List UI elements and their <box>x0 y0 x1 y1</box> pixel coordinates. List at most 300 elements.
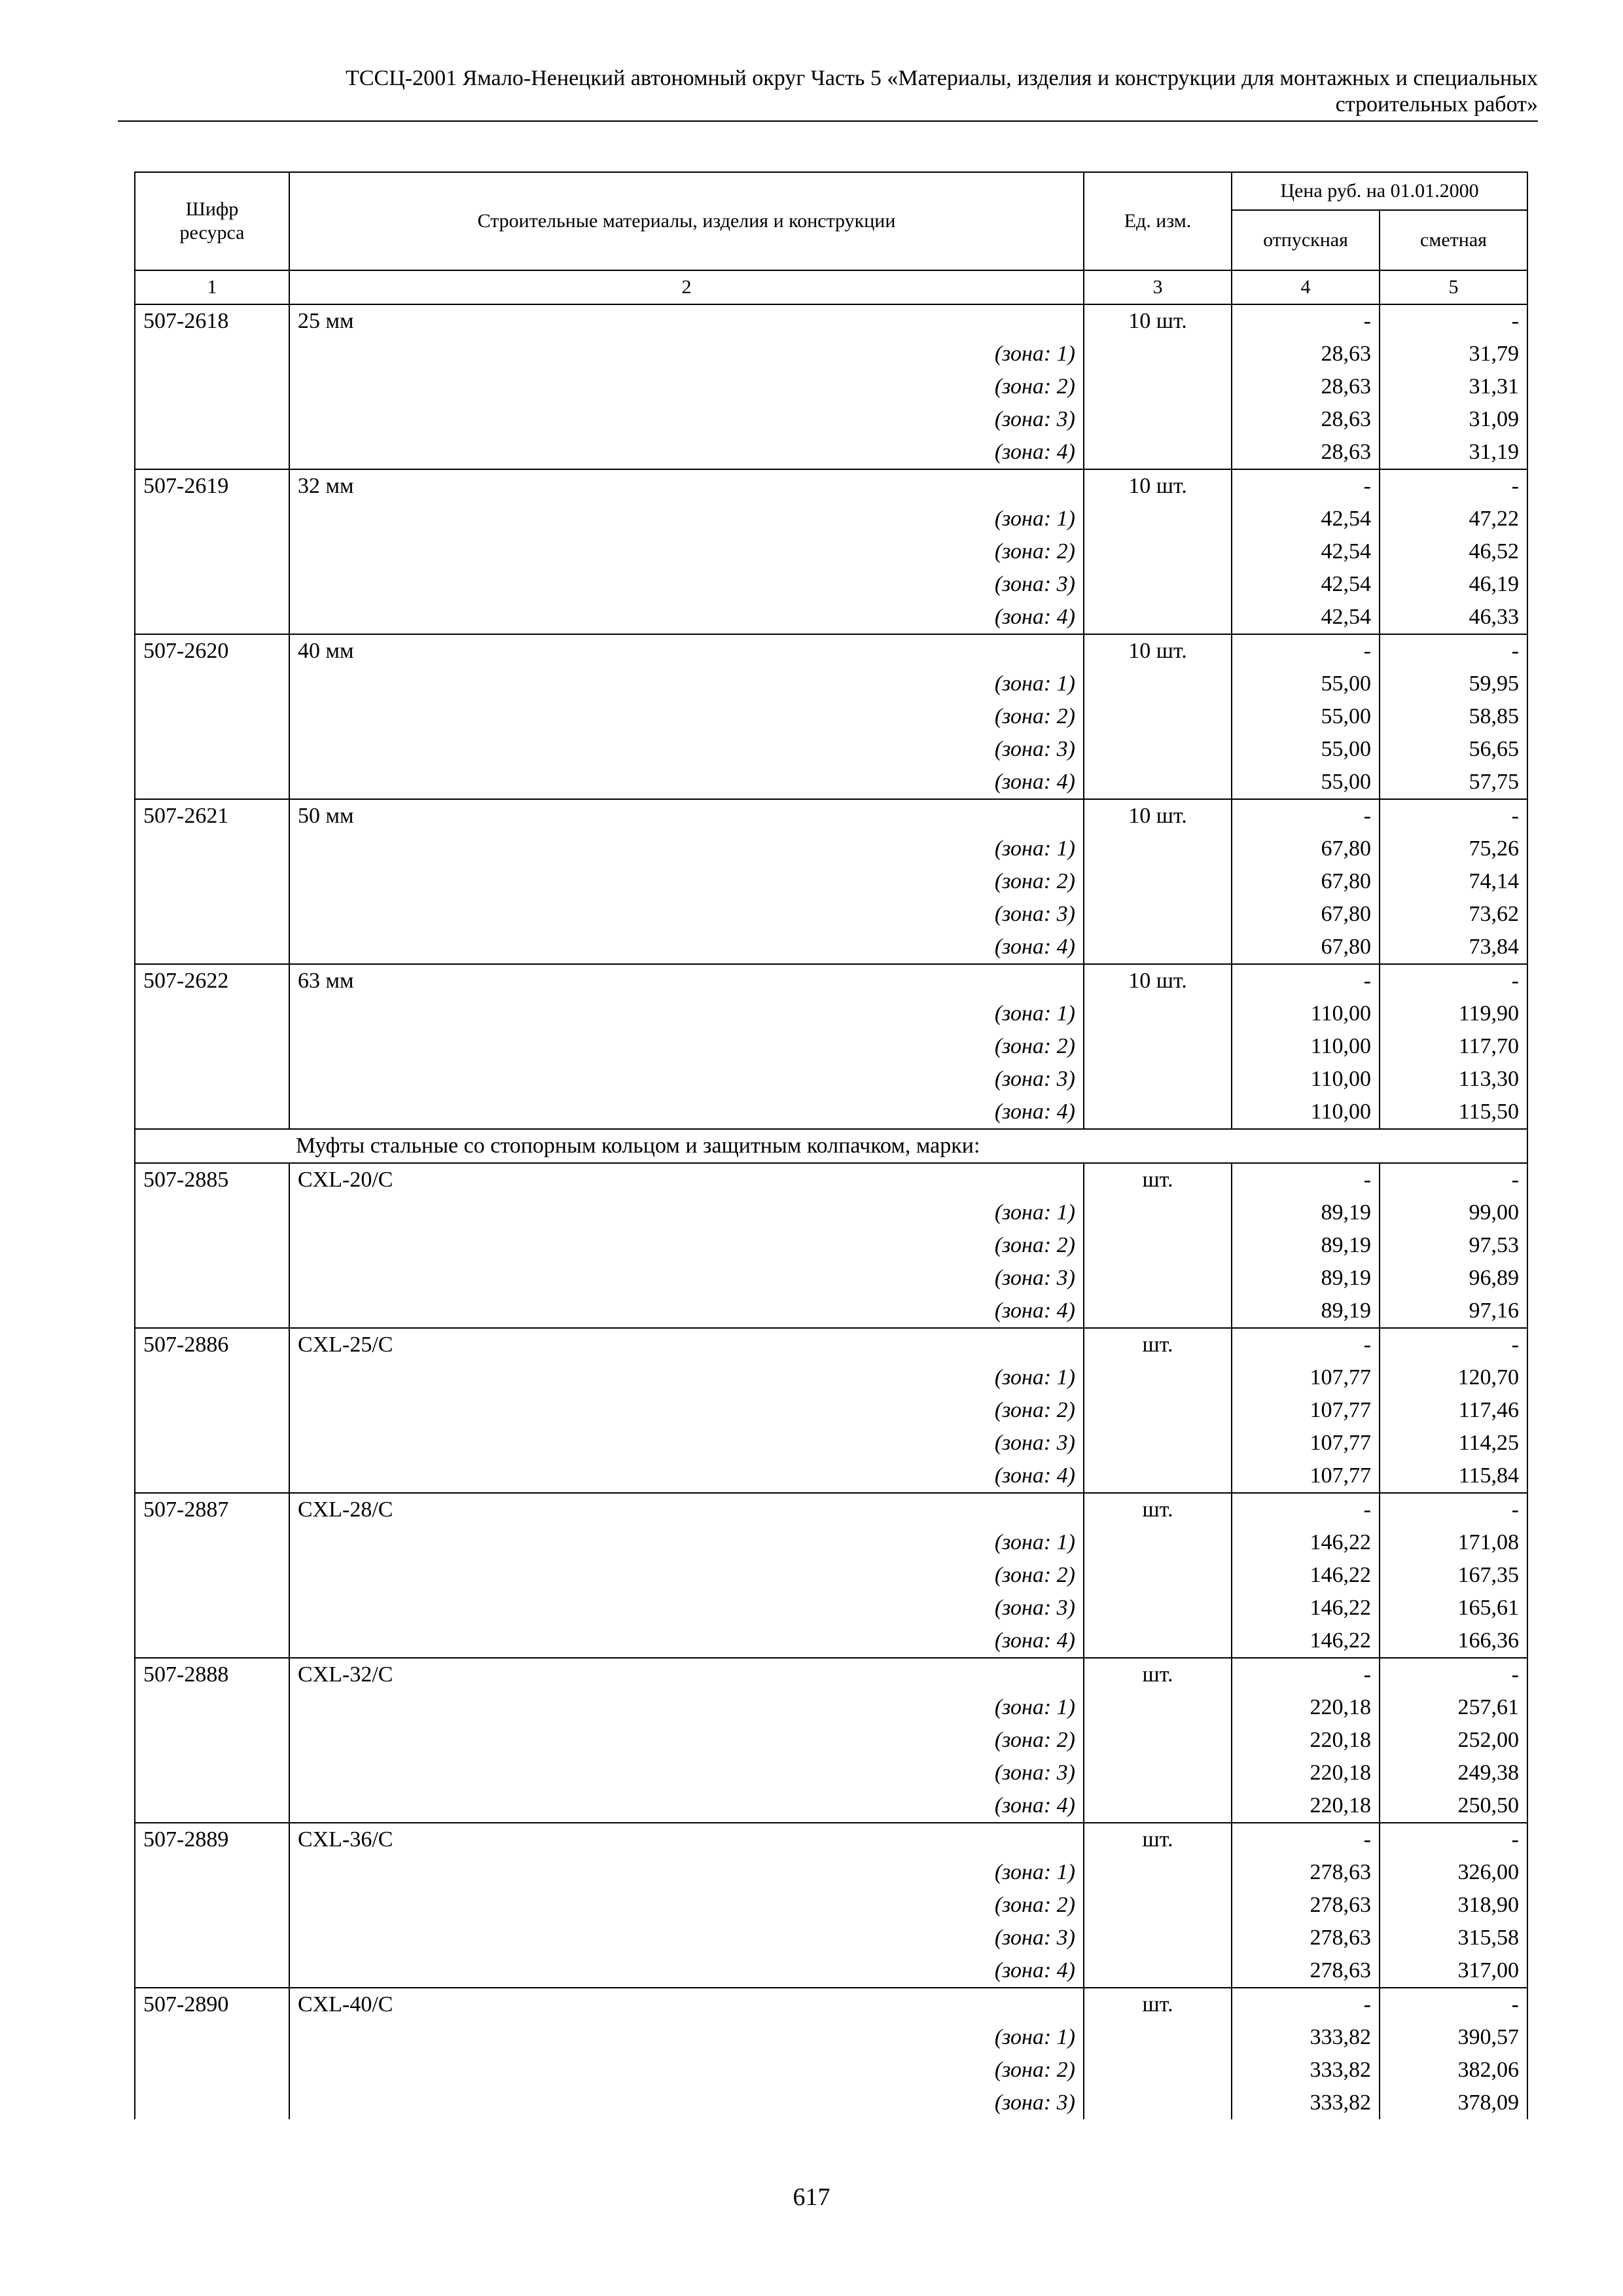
zone-row <box>135 1427 1527 1460</box>
estimate-price: - <box>1380 964 1527 997</box>
resource-unit: шт. <box>1084 1493 1232 1526</box>
zone-code-cell <box>135 1063 289 1096</box>
zone-unit-cell <box>1084 1624 1232 1658</box>
zone-release-price: 89,19 <box>1232 1262 1380 1295</box>
zone-code-cell <box>135 1559 289 1592</box>
zone-unit-cell <box>1084 865 1232 898</box>
zone-code-cell <box>135 865 289 898</box>
zone-code-cell <box>135 403 289 436</box>
estimate-price: - <box>1380 1823 1527 1856</box>
estimate-price: - <box>1380 1493 1527 1526</box>
zone-label: (зона: 4) <box>289 766 1084 799</box>
zone-label: (зона: 4) <box>289 1295 1084 1328</box>
zone-row <box>135 1460 1527 1493</box>
zone-unit-cell <box>1084 436 1232 469</box>
zone-row <box>135 338 1527 370</box>
zone-estimate-price: 74,14 <box>1380 865 1527 898</box>
zone-label: (зона: 1) <box>289 1526 1084 1559</box>
zone-unit-cell <box>1084 1063 1232 1096</box>
zone-estimate-price: 120,70 <box>1380 1361 1527 1394</box>
zone-code-cell <box>135 1030 289 1063</box>
zone-release-price: 220,18 <box>1232 1691 1380 1724</box>
estimate-price: - <box>1380 634 1527 668</box>
zone-row <box>135 1559 1527 1592</box>
zone-code-cell <box>135 535 289 568</box>
resource-row <box>135 1493 1527 1526</box>
zone-estimate-price: 257,61 <box>1380 1691 1527 1724</box>
zone-unit-cell <box>1084 1757 1232 1789</box>
zone-code-cell <box>135 1460 289 1493</box>
zone-estimate-price: 56,65 <box>1380 733 1527 766</box>
zone-code-cell <box>135 997 289 1030</box>
zone-estimate-price: 117,46 <box>1380 1394 1527 1427</box>
zone-row <box>135 1592 1527 1624</box>
zone-code-cell <box>135 503 289 535</box>
resource-unit: шт. <box>1084 1823 1232 1856</box>
zone-label: (зона: 2) <box>289 865 1084 898</box>
zone-row <box>135 1856 1527 1889</box>
zone-label: (зона: 1) <box>289 503 1084 535</box>
header-line-2: строительных работ» <box>1335 92 1538 117</box>
zone-unit-cell <box>1084 2021 1232 2054</box>
resource-row <box>135 304 1527 338</box>
zone-code-cell <box>135 1889 289 1922</box>
zone-estimate-price: 113,30 <box>1380 1063 1527 1096</box>
zone-code-cell <box>135 338 289 370</box>
zone-estimate-price: 114,25 <box>1380 1427 1527 1460</box>
zone-estimate-price: 97,53 <box>1380 1229 1527 1262</box>
zone-label: (зона: 2) <box>289 1889 1084 1922</box>
zone-estimate-price: 73,84 <box>1380 931 1527 964</box>
zone-code-cell <box>135 1954 289 1988</box>
zone-unit-cell <box>1084 1460 1232 1493</box>
release-price: - <box>1232 799 1380 833</box>
zone-estimate-price: 250,50 <box>1380 1789 1527 1823</box>
zone-estimate-price: 315,58 <box>1380 1922 1527 1954</box>
zone-label: (зона: 3) <box>289 733 1084 766</box>
zone-estimate-price: 115,50 <box>1380 1096 1527 1129</box>
zone-unit-cell <box>1084 733 1232 766</box>
release-price: - <box>1232 634 1380 668</box>
zone-estimate-price: 31,31 <box>1380 370 1527 403</box>
zone-unit-cell <box>1084 1229 1232 1262</box>
zone-label: (зона: 3) <box>289 1922 1084 1954</box>
zone-unit-cell <box>1084 997 1232 1030</box>
zone-unit-cell <box>1084 1724 1232 1757</box>
zone-estimate-price: 96,89 <box>1380 1262 1527 1295</box>
document-header <box>118 65 1538 118</box>
resource-name: CXL-32/C <box>289 1658 1084 1691</box>
zone-release-price: 220,18 <box>1232 1757 1380 1789</box>
zone-unit-cell <box>1084 1526 1232 1559</box>
zone-code-cell <box>135 1295 289 1328</box>
zone-release-price: 146,22 <box>1232 1526 1380 1559</box>
zone-row <box>135 931 1527 964</box>
zone-label: (зона: 3) <box>289 898 1084 931</box>
zone-unit-cell <box>1084 668 1232 700</box>
zone-estimate-price: 378,09 <box>1380 2087 1527 2119</box>
zone-unit-cell <box>1084 503 1232 535</box>
zone-code-cell <box>135 1757 289 1789</box>
zone-unit-cell <box>1084 1592 1232 1624</box>
zone-estimate-price: 46,19 <box>1380 568 1527 601</box>
resource-name: 32 мм <box>289 469 1084 503</box>
zone-row <box>135 1096 1527 1129</box>
zone-code-cell <box>135 568 289 601</box>
resource-code: 507-2885 <box>135 1163 289 1196</box>
zone-estimate-price: 317,00 <box>1380 1954 1527 1988</box>
zone-row <box>135 535 1527 568</box>
header-rule <box>118 120 1538 122</box>
resource-unit: шт. <box>1084 1658 1232 1691</box>
zone-row <box>135 668 1527 700</box>
zone-label: (зона: 1) <box>289 668 1084 700</box>
zone-unit-cell <box>1084 1295 1232 1328</box>
resource-code: 507-2622 <box>135 964 289 997</box>
estimate-price: - <box>1380 469 1527 503</box>
zone-unit-cell <box>1084 1196 1232 1229</box>
zone-release-price: 67,80 <box>1232 865 1380 898</box>
zone-estimate-price: 46,33 <box>1380 601 1527 634</box>
resource-row <box>135 1328 1527 1361</box>
zone-code-cell <box>135 766 289 799</box>
zone-unit-cell <box>1084 1691 1232 1724</box>
zone-unit-cell <box>1084 403 1232 436</box>
col-release-header: отпускная <box>1232 210 1380 270</box>
zone-release-price: 107,77 <box>1232 1361 1380 1394</box>
col-number: 2 <box>289 270 1084 304</box>
zone-release-price: 28,63 <box>1232 403 1380 436</box>
zone-label: (зона: 4) <box>289 1789 1084 1823</box>
resource-unit: шт. <box>1084 1988 1232 2021</box>
zone-estimate-price: 119,90 <box>1380 997 1527 1030</box>
resource-name: CXL-28/C <box>289 1493 1084 1526</box>
zone-row <box>135 601 1527 634</box>
zone-code-cell <box>135 370 289 403</box>
zone-label: (зона: 4) <box>289 601 1084 634</box>
zone-estimate-price: 57,75 <box>1380 766 1527 799</box>
zone-label: (зона: 1) <box>289 2021 1084 2054</box>
zone-label: (зона: 3) <box>289 403 1084 436</box>
zone-release-price: 110,00 <box>1232 1096 1380 1129</box>
resource-row <box>135 469 1527 503</box>
zone-release-price: 107,77 <box>1232 1460 1380 1493</box>
col-unit-header: Ед. изм. <box>1084 172 1232 270</box>
zone-row <box>135 1229 1527 1262</box>
zone-code-cell <box>135 2087 289 2119</box>
zone-release-price: 42,54 <box>1232 535 1380 568</box>
resource-row <box>135 799 1527 833</box>
zone-code-cell <box>135 1526 289 1559</box>
zone-row <box>135 503 1527 535</box>
zone-estimate-price: 31,09 <box>1380 403 1527 436</box>
zone-estimate-price: 58,85 <box>1380 700 1527 733</box>
zone-release-price: 28,63 <box>1232 436 1380 469</box>
zone-label: (зона: 1) <box>289 1361 1084 1394</box>
zone-row <box>135 766 1527 799</box>
zone-label: (зона: 4) <box>289 1460 1084 1493</box>
zone-label: (зона: 4) <box>289 1954 1084 1988</box>
release-price: - <box>1232 964 1380 997</box>
page-number: 617 <box>793 2183 830 2211</box>
col-code-header: Шифр ресурса <box>135 172 289 270</box>
zone-label: (зона: 3) <box>289 568 1084 601</box>
resource-code: 507-2889 <box>135 1823 289 1856</box>
resource-row <box>135 964 1527 997</box>
zone-row <box>135 898 1527 931</box>
release-price: - <box>1232 1823 1380 1856</box>
zone-code-cell <box>135 1922 289 1954</box>
estimate-price: - <box>1380 799 1527 833</box>
col-name-header: Строительные материалы, изделия и конструкции <box>289 172 1084 270</box>
zone-release-price: 278,63 <box>1232 1889 1380 1922</box>
zone-row <box>135 2021 1527 2054</box>
zone-code-cell <box>135 1789 289 1823</box>
estimate-price: - <box>1380 1163 1527 1196</box>
zone-code-cell <box>135 1856 289 1889</box>
zone-release-price: 146,22 <box>1232 1592 1380 1624</box>
resource-unit: 10 шт. <box>1084 964 1232 997</box>
header-line-1: ТССЦ-2001 Ямало-Ненецкий автономный округ Часть 5 «Материалы, изделия и конструкции для монтажных и специальных <box>346 66 1538 90</box>
zone-release-price: 89,19 <box>1232 1295 1380 1328</box>
zone-release-price: 110,00 <box>1232 997 1380 1030</box>
resource-code: 507-2886 <box>135 1328 289 1361</box>
zone-unit-cell <box>1084 568 1232 601</box>
zone-release-price: 278,63 <box>1232 1856 1380 1889</box>
zone-code-cell <box>135 1427 289 1460</box>
zone-code-cell <box>135 1262 289 1295</box>
zone-release-price: 55,00 <box>1232 733 1380 766</box>
zone-label: (зона: 1) <box>289 1196 1084 1229</box>
section-row <box>135 1129 1527 1163</box>
zone-row <box>135 733 1527 766</box>
zone-label: (зона: 3) <box>289 1757 1084 1789</box>
zone-estimate-price: 31,19 <box>1380 436 1527 469</box>
resource-name: 25 мм <box>289 304 1084 338</box>
resource-code: 507-2890 <box>135 1988 289 2021</box>
estimate-price: - <box>1380 304 1527 338</box>
resource-unit: 10 шт. <box>1084 304 1232 338</box>
zone-code-cell <box>135 1361 289 1394</box>
zone-row <box>135 1691 1527 1724</box>
zone-code-cell <box>135 668 289 700</box>
zone-release-price: 89,19 <box>1232 1196 1380 1229</box>
resource-row <box>135 1823 1527 1856</box>
resource-unit: 10 шт. <box>1084 634 1232 668</box>
zone-release-price: 89,19 <box>1232 1229 1380 1262</box>
resource-code: 507-2618 <box>135 304 289 338</box>
zone-estimate-price: 73,62 <box>1380 898 1527 931</box>
zone-estimate-price: 326,00 <box>1380 1856 1527 1889</box>
zone-label: (зона: 4) <box>289 436 1084 469</box>
zone-code-cell <box>135 2021 289 2054</box>
zone-row <box>135 1394 1527 1427</box>
zone-code-cell <box>135 931 289 964</box>
zone-row <box>135 997 1527 1030</box>
zone-estimate-price: 117,70 <box>1380 1030 1527 1063</box>
resource-code: 507-2620 <box>135 634 289 668</box>
zone-row <box>135 1063 1527 1096</box>
resource-code: 507-2887 <box>135 1493 289 1526</box>
zone-estimate-price: 165,61 <box>1380 1592 1527 1624</box>
zone-unit-cell <box>1084 338 1232 370</box>
zone-estimate-price: 171,08 <box>1380 1526 1527 1559</box>
zone-code-cell <box>135 436 289 469</box>
zone-release-price: 55,00 <box>1232 668 1380 700</box>
resource-row <box>135 1988 1527 2021</box>
resource-code: 507-2888 <box>135 1658 289 1691</box>
zone-unit-cell <box>1084 833 1232 865</box>
zone-unit-cell <box>1084 1889 1232 1922</box>
zone-row <box>135 1624 1527 1658</box>
zone-unit-cell <box>1084 370 1232 403</box>
zone-unit-cell <box>1084 766 1232 799</box>
resource-unit: 10 шт. <box>1084 799 1232 833</box>
zone-row <box>135 1922 1527 1954</box>
zone-estimate-price: 75,26 <box>1380 833 1527 865</box>
zone-release-price: 333,82 <box>1232 2021 1380 2054</box>
zone-label: (зона: 3) <box>289 1262 1084 1295</box>
zone-label: (зона: 3) <box>289 1592 1084 1624</box>
zone-estimate-price: 31,79 <box>1380 338 1527 370</box>
zone-code-cell <box>135 833 289 865</box>
zone-row <box>135 403 1527 436</box>
estimate-price: - <box>1380 1658 1527 1691</box>
resource-name: 40 мм <box>289 634 1084 668</box>
price-table-body <box>135 304 1527 2119</box>
zone-row <box>135 700 1527 733</box>
zone-release-price: 146,22 <box>1232 1624 1380 1658</box>
zone-code-cell <box>135 733 289 766</box>
zone-estimate-price: 249,38 <box>1380 1757 1527 1789</box>
col-number: 3 <box>1084 270 1232 304</box>
zone-unit-cell <box>1084 1262 1232 1295</box>
zone-release-price: 146,22 <box>1232 1559 1380 1592</box>
zone-unit-cell <box>1084 2087 1232 2119</box>
zone-row <box>135 1030 1527 1063</box>
zone-release-price: 333,82 <box>1232 2087 1380 2119</box>
zone-code-cell <box>135 898 289 931</box>
zone-release-price: 55,00 <box>1232 700 1380 733</box>
zone-row <box>135 2087 1527 2119</box>
zone-unit-cell <box>1084 535 1232 568</box>
zone-row <box>135 436 1527 469</box>
zone-unit-cell <box>1084 931 1232 964</box>
zone-release-price: 278,63 <box>1232 1922 1380 1954</box>
zone-label: (зона: 3) <box>289 2087 1084 2119</box>
zone-label: (зона: 1) <box>289 1691 1084 1724</box>
zone-label: (зона: 2) <box>289 700 1084 733</box>
zone-release-price: 220,18 <box>1232 1724 1380 1757</box>
zone-row <box>135 1757 1527 1789</box>
zone-label: (зона: 2) <box>289 1724 1084 1757</box>
zone-row <box>135 1295 1527 1328</box>
zone-label: (зона: 3) <box>289 1063 1084 1096</box>
zone-release-price: 67,80 <box>1232 931 1380 964</box>
zone-release-price: 67,80 <box>1232 898 1380 931</box>
zone-release-price: 55,00 <box>1232 766 1380 799</box>
resource-unit: шт. <box>1084 1328 1232 1361</box>
zone-unit-cell <box>1084 1856 1232 1889</box>
column-number-row <box>135 270 1527 304</box>
zone-label: (зона: 1) <box>289 1856 1084 1889</box>
zone-release-price: 107,77 <box>1232 1427 1380 1460</box>
release-price: - <box>1232 1163 1380 1196</box>
zone-release-price: 107,77 <box>1232 1394 1380 1427</box>
zone-estimate-price: 97,16 <box>1380 1295 1527 1328</box>
zone-row <box>135 1526 1527 1559</box>
col-price-header: Цена руб. на 01.01.2000 <box>1232 172 1527 210</box>
zone-code-cell <box>135 601 289 634</box>
zone-label: (зона: 3) <box>289 1427 1084 1460</box>
zone-release-price: 220,18 <box>1232 1789 1380 1823</box>
zone-row <box>135 1196 1527 1229</box>
release-price: - <box>1232 469 1380 503</box>
zone-estimate-price: 167,35 <box>1380 1559 1527 1592</box>
zone-row <box>135 1262 1527 1295</box>
zone-unit-cell <box>1084 1394 1232 1427</box>
zone-estimate-price: 252,00 <box>1380 1724 1527 1757</box>
zone-code-cell <box>135 1096 289 1129</box>
zone-row <box>135 865 1527 898</box>
zone-unit-cell <box>1084 1030 1232 1063</box>
zone-label: (зона: 4) <box>289 931 1084 964</box>
resource-name: CXL-36/C <box>289 1823 1084 1856</box>
zone-release-price: 110,00 <box>1232 1030 1380 1063</box>
resource-name: CXL-25/C <box>289 1328 1084 1361</box>
zone-label: (зона: 2) <box>289 1559 1084 1592</box>
zone-label: (зона: 2) <box>289 1394 1084 1427</box>
zone-unit-cell <box>1084 1096 1232 1129</box>
zone-row <box>135 370 1527 403</box>
estimate-price: - <box>1380 1328 1527 1361</box>
col-number: 1 <box>135 270 289 304</box>
estimate-price: - <box>1380 1988 1527 2021</box>
zone-code-cell <box>135 1691 289 1724</box>
resource-name: CXL-40/C <box>289 1988 1084 2021</box>
release-price: - <box>1232 1988 1380 2021</box>
zone-estimate-price: 115,84 <box>1380 1460 1527 1493</box>
zone-release-price: 42,54 <box>1232 601 1380 634</box>
zone-row <box>135 1889 1527 1922</box>
col-number: 5 <box>1380 270 1527 304</box>
zone-code-cell <box>135 1592 289 1624</box>
zone-row <box>135 1954 1527 1988</box>
zone-label: (зона: 4) <box>289 1624 1084 1658</box>
zone-estimate-price: 99,00 <box>1380 1196 1527 1229</box>
zone-code-cell <box>135 2054 289 2087</box>
resource-row <box>135 1163 1527 1196</box>
col-estimate-header: сметная <box>1380 210 1527 270</box>
zone-row <box>135 1789 1527 1823</box>
zone-estimate-price: 46,52 <box>1380 535 1527 568</box>
zone-release-price: 67,80 <box>1232 833 1380 865</box>
zone-label: (зона: 2) <box>289 535 1084 568</box>
zone-unit-cell <box>1084 1559 1232 1592</box>
zone-unit-cell <box>1084 601 1232 634</box>
zone-code-cell <box>135 1229 289 1262</box>
release-price: - <box>1232 1328 1380 1361</box>
zone-estimate-price: 59,95 <box>1380 668 1527 700</box>
zone-release-price: 42,54 <box>1232 503 1380 535</box>
zone-unit-cell <box>1084 1922 1232 1954</box>
price-table <box>134 171 1528 2119</box>
resource-code: 507-2619 <box>135 469 289 503</box>
zone-row <box>135 568 1527 601</box>
zone-release-price: 333,82 <box>1232 2054 1380 2087</box>
zone-code-cell <box>135 1394 289 1427</box>
zone-unit-cell <box>1084 1361 1232 1394</box>
